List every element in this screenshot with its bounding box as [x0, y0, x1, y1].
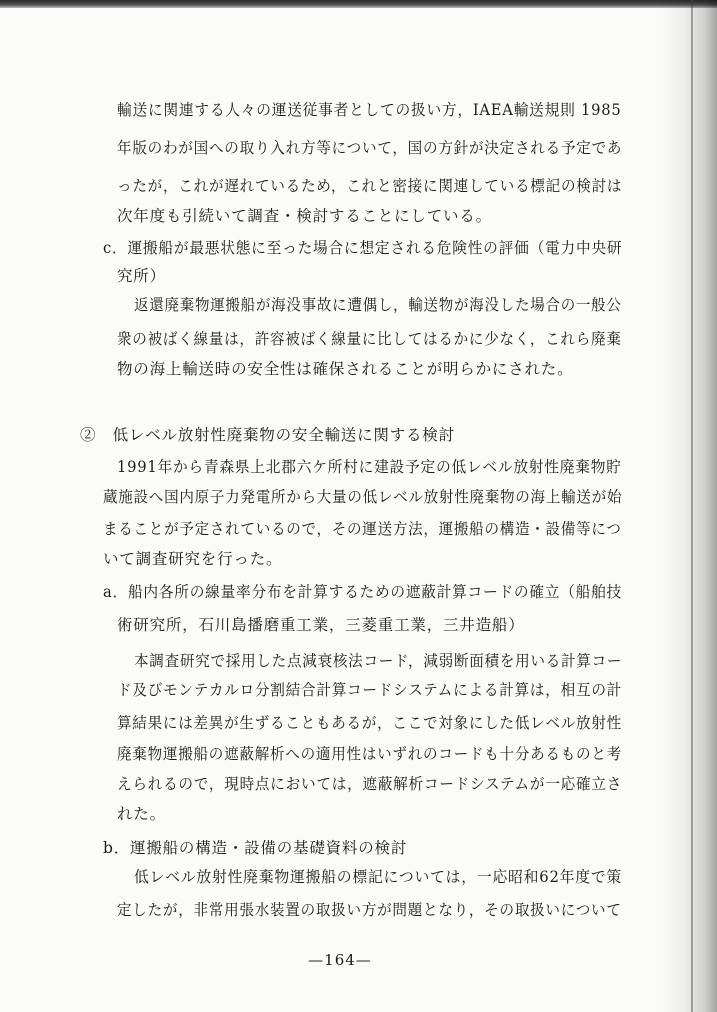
item-c-heading: c．運搬船が最悪状態に至った場合に想定される危険性の評価（電力中央研 [103, 239, 623, 257]
item-b-heading: b．運搬船の構造・設備の基礎資料の検討 [103, 839, 408, 857]
page-number: —164— [308, 951, 372, 969]
text-line-2: 年版のわが国への取り入れ方等について，国の方針が決定される予定であ [117, 139, 623, 157]
text-line-1: 輸送に関連する人々の運送従事者としての扱い方，IAEA輸送規則 1985 [117, 101, 622, 119]
item-a-heading-cont: 術研究所，石川島播磨重工業，三菱重工業，三井造船） [117, 616, 525, 634]
text-line-12: 蔵施設へ国内原子力発電所から大量の低レベル放射性廃棄物の海上輸送が始 [103, 488, 623, 506]
scan-binding-shadow [657, 0, 717, 1012]
section-2-heading: ② 低レベル放射性廃棄物の安全輸送に関する検討 [80, 426, 455, 444]
item-c-heading-cont: 究所） [117, 267, 166, 285]
text-line-18: ド及びモンテカルロ分割結合計算コードシステムによる計算は，相互の計 [117, 681, 623, 699]
text-line-17: 本調査研究で採用した点減衰核法コード，減弱断面積を用いる計算コー [134, 652, 623, 670]
text-line-11: 1991年から青森県上北郡六ケ所村に建設予定の低レベル放射性廃棄物貯 [117, 458, 622, 476]
text-line-24: 低レベル放射性廃棄物運搬船の標記については，一応昭和62年度で策 [134, 868, 623, 886]
text-line-9: 物の海上輸送時の安全性は確保されることが明らかにされた。 [117, 360, 574, 378]
text-line-25: 定したが，非常用張水装置の取扱い方が問題となり，その取扱いについて [117, 901, 622, 919]
text-line-20: 廃棄物運搬船の遮蔽解析への適用性はいずれのコードも十分あるものと考 [117, 745, 622, 763]
text-line-14: いて調査研究を行った。 [103, 550, 283, 568]
text-line-22: れた。 [117, 805, 166, 823]
text-line-19: 算結果には差異が生ずることもあるが，ここで対象にした低レベル放射性 [117, 714, 622, 732]
scan-page-edge-line [691, 0, 693, 1012]
text-line-3: ったが，これが遅れているため，これと密接に関連している標記の検討は [117, 177, 623, 195]
text-line-13: まることが予定されているので，その運送方法，運搬船の構造・設備等につ [103, 520, 622, 538]
text-line-7: 返還廃棄物運搬船が海没事故に遭偶し，輸送物が海没した場合の一般公 [134, 296, 622, 314]
item-a-heading: a．船内各所の線量率分布を計算するための遮蔽計算コードの確立（船舶技 [103, 583, 622, 601]
text-line-8: 衆の被ばく線量は，許容被ばく線量に比してはるかに少なく，これら廃棄 [117, 330, 622, 348]
text-line-4: 次年度も引続いて調査・検討することにしている。 [117, 207, 492, 225]
scan-top-edge [0, 0, 717, 8]
text-line-21: えられるので，現時点においては，遮蔽解析コードシステムが一応確立さ [117, 775, 623, 793]
